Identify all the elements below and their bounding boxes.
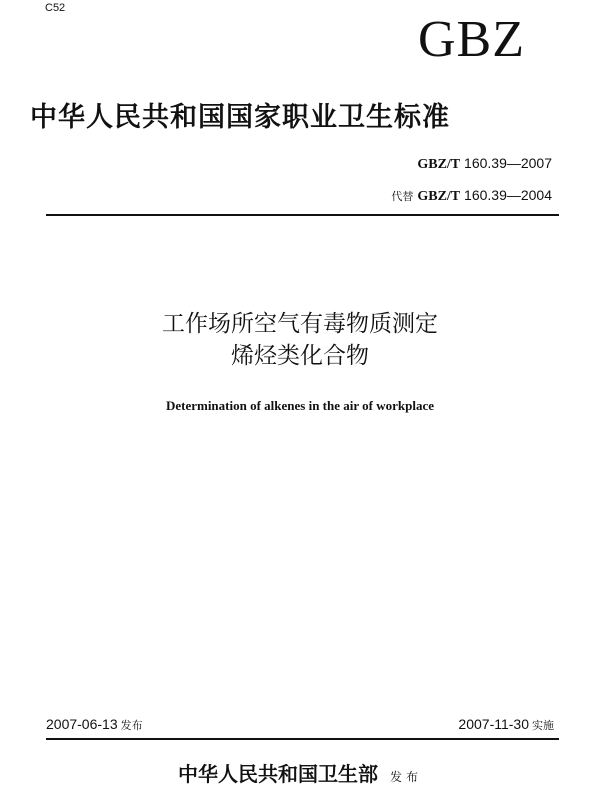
issue-date-value: 2007-06-13 <box>46 716 118 732</box>
top-divider <box>46 214 559 216</box>
publisher <box>0 764 600 784</box>
implementation-date-label: 实施 <box>532 720 554 732</box>
classification-code: C52 <box>45 2 66 14</box>
issue-date <box>46 716 143 733</box>
document-title-en: Determination of alkenes in the air of workplace <box>165 398 435 413</box>
replaced-number-value: 160.39—2004 <box>464 187 552 203</box>
bottom-divider <box>46 738 559 740</box>
document-title-line-2: 烯烃类化合物 <box>231 343 369 369</box>
replaced-number-prefix: GBZ/T <box>417 189 461 204</box>
implementation-date <box>458 716 554 733</box>
standard-type-title: 中华人民共和国国家职业卫生标准 <box>30 102 450 133</box>
document-title-cn <box>0 308 600 372</box>
standard-number-prefix: GBZ/T <box>417 157 461 172</box>
standard-number <box>417 155 552 173</box>
publish-label: 发布 <box>389 770 422 784</box>
publisher-name: 中华人民共和国卫生部 <box>177 762 378 786</box>
implementation-date-value: 2007-11-30 <box>458 716 529 732</box>
issue-date-label: 发布 <box>120 720 143 732</box>
replaces-label: 代替 <box>391 191 414 203</box>
replaced-standard <box>391 187 552 205</box>
gbz-logo: GBZ <box>418 11 525 68</box>
standard-number-value: 160.39—2007 <box>464 155 552 171</box>
document-title-line-1: 工作场所空气有毒物质测定 <box>162 311 438 337</box>
